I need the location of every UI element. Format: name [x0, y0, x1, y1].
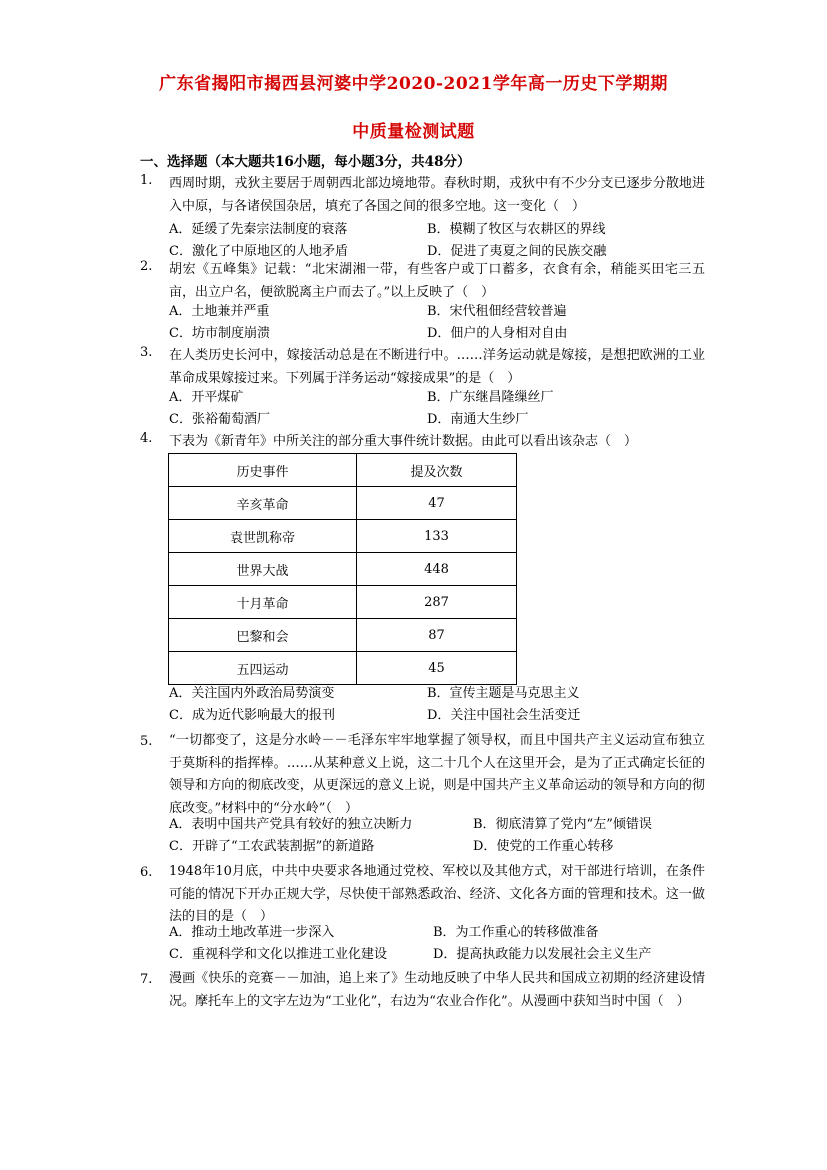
question-number: 6.: [140, 865, 153, 880]
option-c: C．重视科学和文化以推进工业化建设: [169, 947, 387, 962]
option-d: D．促进了夷夏之间的民族交融: [427, 244, 607, 259]
table-row: [169, 619, 517, 652]
table-cell: 世界大战: [169, 553, 357, 586]
option-a: A．关注国内外政治局势演变: [169, 686, 335, 701]
option-d: D．南通大生纱厂: [427, 412, 529, 427]
option-c: C．张裕葡萄酒厂: [169, 412, 270, 427]
statistics-table: [168, 453, 517, 685]
question-stem: 胡宏《五峰集》记载：“北宋湖湘一带，有些客户或丁口蓄多，衣食有余，稍能买田宅三五亩，出立户名，便欲脱离主户而去了。”以上反映了（ ）: [169, 262, 705, 300]
table-cell: 十月革命: [169, 586, 357, 619]
question-number: 2.: [140, 259, 153, 274]
options: [169, 683, 709, 727]
option-a: A．土地兼并严重: [169, 304, 270, 319]
question-stem: 西周时期，戎狄主要居于周朝西北部边境地带。春秋时期，戎狄中有不少分支已逐步分散地进入中原，与各诸侯国杂居，填充了各国之间的很多空地。这一变化（ ）: [169, 176, 705, 214]
table-cell: 袁世凯称帝: [169, 520, 357, 553]
question-number: 1.: [140, 173, 153, 188]
option-d: D．使党的工作重心转移: [473, 839, 614, 854]
table-row: [169, 520, 517, 553]
option-c: C．开辟了“工农武装割据”的新道路: [169, 839, 375, 854]
question-number: 3.: [140, 345, 153, 360]
options: [169, 922, 709, 966]
option-b: B．彻底清算了党内“左”倾错误: [473, 817, 652, 832]
options: [169, 814, 709, 858]
option-b: B．宋代租佃经营较普遍: [427, 304, 567, 319]
exam-title-line2: 中质量检测试题: [352, 122, 475, 142]
table-cell: 47: [357, 487, 517, 520]
option-b: B．为工作重心的转移做准备: [433, 925, 599, 940]
question-stem: 漫画《快乐的竞赛－－加油，追上来了》生动地反映了中华人民共和国成立初期的经济建设情况。摩托车上的文字左边为“工业化”，右边为“农业合作化”。从漫画中获知当时中国（ ）: [169, 971, 705, 1009]
table-cell: 45: [357, 652, 517, 685]
options: [169, 301, 709, 345]
option-d: D．提高执政能力以发展社会主义生产: [433, 947, 652, 962]
option-a: A．延缓了先秦宗法制度的衰落: [169, 222, 348, 237]
table-header-row: [169, 454, 517, 487]
option-a: A．开平煤矿: [169, 390, 244, 405]
table-cell: 巴黎和会: [169, 619, 357, 652]
exam-title-line1: 广东省揭阳市揭西县河婆中学2020-2021学年高一历史下学期期: [159, 74, 668, 94]
question-stem: 下表为《新青年》中所关注的部分重大事件统计数据。由此可以看出该杂志（ ）: [169, 434, 638, 449]
options: [169, 387, 709, 431]
question-stem: 在人类历史长河中，嫁接活动总是在不断进行中。……洋务运动就是嫁接，是想把欧洲的工业革命成果嫁接过来。下列属于洋务运动“嫁接成果”的是（ ）: [169, 348, 705, 386]
option-c: C．成为近代影响最大的报刊: [169, 708, 335, 723]
option-d: D．佃户的人身相对自由: [427, 326, 568, 341]
question-number: 7.: [140, 972, 153, 987]
option-b: B．模糊了牧区与农耕区的界线: [427, 222, 606, 237]
table-cell: 87: [357, 619, 517, 652]
table-cell: 五四运动: [169, 652, 357, 685]
question-stem: “一切都变了，这是分水岭－－毛泽东牢牢地掌握了领导权，而且中国共产主义运动宣布独立于莫斯科的指挥棒。……从某种意义上说，这二十几个人在这里开会，是为了正式确定长征的领导和方向的彻底改变，从更深远的意义上说，则是中国共产主义革命运动的领导和方向的彻底改变。”材料中的“分水岭”（ ）: [169, 733, 705, 816]
option-a: A．表明中国共产党具有较好的独立决断力: [169, 817, 413, 832]
table-row: [169, 586, 517, 619]
table-row: [169, 553, 517, 586]
question-number: 4.: [140, 431, 153, 446]
table-header: 提及次数: [357, 454, 517, 487]
option-b: B．广东继昌隆缫丝厂: [427, 390, 554, 405]
question-stem: 1948年10月底，中共中央要求各地通过党校、军校以及其他方式，对干部进行培训，在条件可能的情况下开办正规大学，尽快使干部熟悉政治、经济、文化各方面的管理和技术。这一做法的目的是（ ）: [169, 864, 705, 924]
table-row: [169, 487, 517, 520]
question-number: 5.: [140, 734, 153, 749]
option-a: A．推动土地改革进一步深入: [169, 925, 335, 940]
option-c: C．激化了中原地区的人地矛盾: [169, 244, 348, 259]
option-c: C．坊市制度崩溃: [169, 326, 270, 341]
table-cell: 287: [357, 586, 517, 619]
option-b: B．宣传主题是马克思主义: [427, 686, 580, 701]
table-cell: 133: [357, 520, 517, 553]
options: [169, 219, 709, 263]
section-heading: 一、选择题（本大题共16小题，每小题3分，共48分）: [140, 154, 471, 170]
option-d: D．关注中国社会生活变迁: [427, 708, 581, 723]
table-cell: 448: [357, 553, 517, 586]
table-row: [169, 652, 517, 685]
table-header: 历史事件: [169, 454, 357, 487]
table-cell: 辛亥革命: [169, 487, 357, 520]
